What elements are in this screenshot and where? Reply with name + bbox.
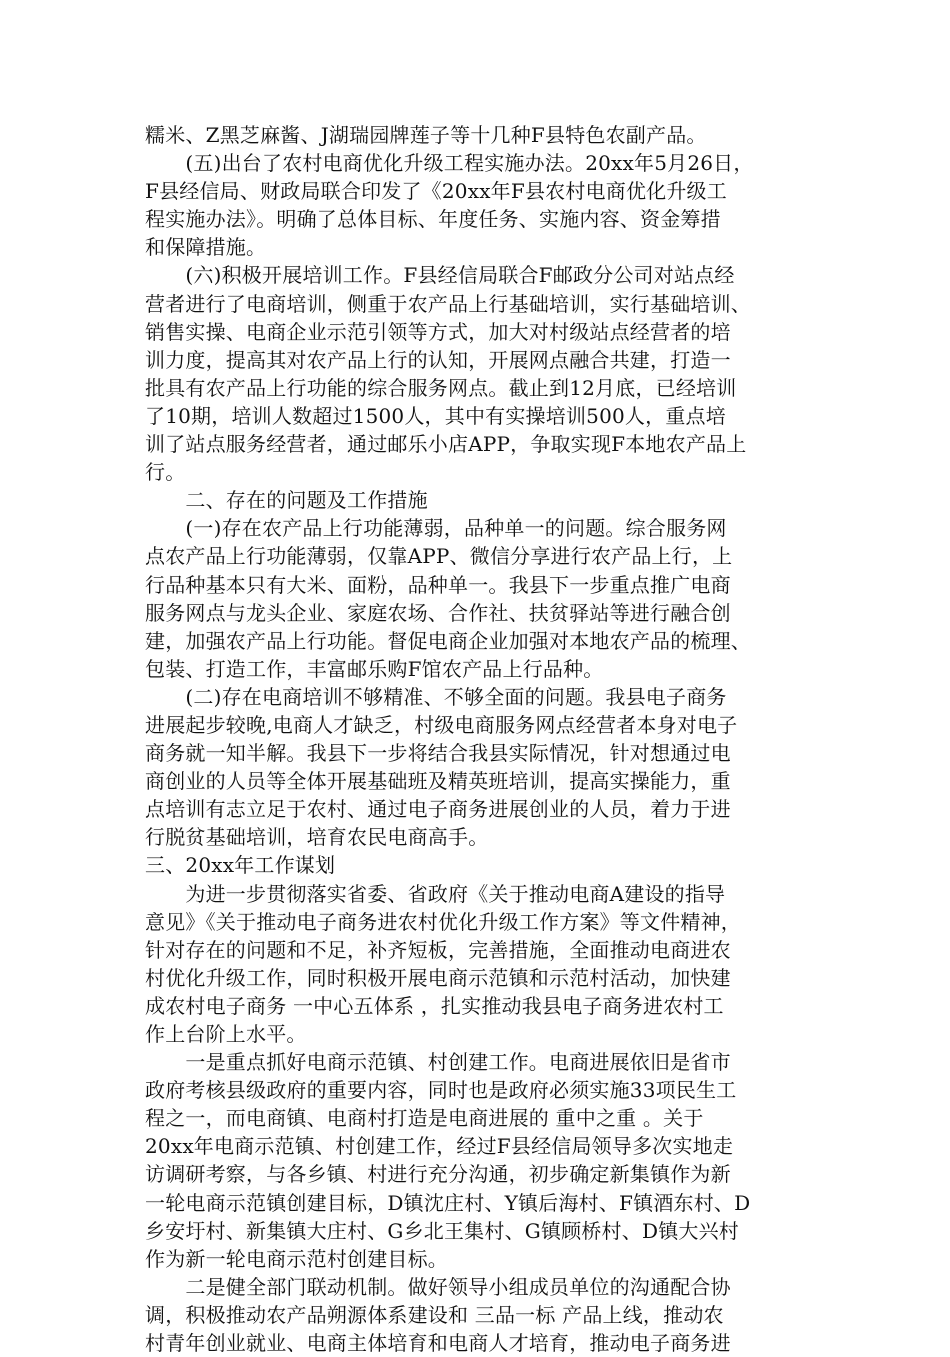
text-line: 成农村电子商务 一中心五体系 ，扎实推动我县电子商务进农村工: [145, 993, 724, 1018]
text-line: 包装、打造工作，丰富邮乐购F馆农产品上行品种。: [145, 656, 604, 681]
text-line: 20xx年电商示范镇、村创建工作，经过F县经信局领导多次实地走: [145, 1134, 734, 1159]
text-line: 行。: [145, 460, 186, 485]
section-heading: 三、20xx年工作谋划: [145, 853, 336, 878]
text-line: 和保障措施。: [145, 235, 267, 260]
text-line: 为进一步贯彻落实省委、省政府《关于推动电商A建设的指导: [145, 881, 726, 906]
text-line: 行脱贫基础培训，培育农民电商高手。: [145, 825, 489, 850]
text-line: 点农产品上行功能薄弱，仅靠APP、微信分享进行农产品上行，上: [145, 544, 733, 569]
text-line: 销售实操、电商企业示范引领等方式，加大对村级站点经营者的培: [145, 319, 731, 344]
section-heading: 二、存在的问题及工作措施: [145, 488, 428, 513]
text-line: (五)出台了农村电商优化升级工程实施办法。20xx年5月26日，: [145, 151, 754, 176]
text-line: 二是健全部门联动机制。做好领导小组成员单位的沟通配合协: [145, 1274, 731, 1299]
text-line: 进展起步较晚,电商人才缺乏，村级电商服务网点经营者本身对电子: [145, 712, 738, 737]
text-line: 程实施办法》。明确了总体目标、年度任务、实施内容、资金筹措: [145, 207, 721, 232]
text-line: 营者进行了电商培训，侧重于农产品上行基础培训，实行基础培训、: [145, 291, 751, 316]
text-line: 糯米、Z黑芝麻酱、J湖瑞园牌莲子等十几种F县特色农副产品。: [145, 123, 707, 147]
text-line: 村优化升级工作，同时积极开展电商示范镇和示范村活动，加快建: [145, 965, 731, 990]
text-line: (六)积极开展培训工作。F县经信局联合F邮政分公司对站点经: [145, 263, 735, 288]
text-line: 村青年创业就业、电商主体培育和电商人才培育，推动电子商务进: [145, 1331, 731, 1356]
text-line: 乡安圩村、新集镇大庄村、G乡北王集村、G镇顾桥村、D镇大兴村: [145, 1218, 739, 1243]
text-line: 程之一，而电商镇、电商村打造是电商进展的 重中之重 。关于: [145, 1106, 704, 1131]
text-line: 点培训有志立足于农村、通过电子商务进展创业的人员，着力于进: [145, 797, 731, 822]
text-line: 作为新一轮电商示范村创建目标。: [145, 1246, 448, 1271]
text-line: 训了站点服务经营者，通过邮乐小店APP，争取实现F本地农产品上: [145, 432, 747, 457]
text-line: (一)存在农产品上行功能薄弱，品种单一的问题。综合服务网: [145, 516, 727, 541]
text-line: 政府考核县级政府的重要内容，同时也是政府必须实施33项民生工: [145, 1078, 737, 1103]
text-line: 一轮电商示范镇创建目标，D镇沈庄村、Y镇后海村、F镇酒东村、D: [145, 1190, 751, 1215]
text-line: 一是重点抓好电商示范镇、村创建工作。电商进展依旧是省市: [145, 1050, 731, 1075]
text-line: 行品种基本只有大米、面粉，品种单一。我县下一步重点推广电商: [145, 572, 731, 597]
text-line: 批具有农产品上行功能的综合服务网点。截止到12月底，已经培训: [145, 375, 737, 400]
text-line: 作上台阶上水平。: [145, 1022, 307, 1046]
text-line: 针对存在的问题和不足，补齐短板，完善措施，全面推动电商进农: [145, 937, 731, 962]
text-line: F县经信局、财政局联合印发了《20xx年F县农村电商优化升级工: [145, 179, 727, 204]
text-line: 访调研考察，与各乡镇、村进行充分沟通，初步确定新集镇作为新: [145, 1162, 731, 1187]
text-line: 建，加强农产品上行功能。督促电商企业加强对本地农产品的梳理、: [145, 628, 751, 653]
text-line: 调，积极推动农产品朔源体系建设和 三品一标 产品上线，推动农: [145, 1302, 724, 1327]
text-line: 商创业的人员等全体开展基础班及精英班培训，提高实操能力，重: [145, 769, 731, 794]
text-line: 商务就一知半解。我县下一步将结合我县实际情况，针对想通过电: [145, 741, 731, 766]
text-line: 服务网点与龙头企业、家庭农场、合作社、扶贫驿站等进行融合创: [145, 600, 731, 625]
text-line: 了10期，培训人数超过1500人，其中有实操培训500人，重点培: [145, 403, 726, 428]
text-line: (二)存在电商培训不够精准、不够全面的问题。我县电子商务: [145, 684, 727, 709]
text-line: 训力度，提高其对农产品上行的认知，开展网点融合共建，打造一: [145, 347, 731, 372]
text-line: 意见》《关于推动电子商务进农村优化升级工作方案》等文件精神，: [145, 909, 741, 934]
document-body: [145, 121, 815, 1357]
